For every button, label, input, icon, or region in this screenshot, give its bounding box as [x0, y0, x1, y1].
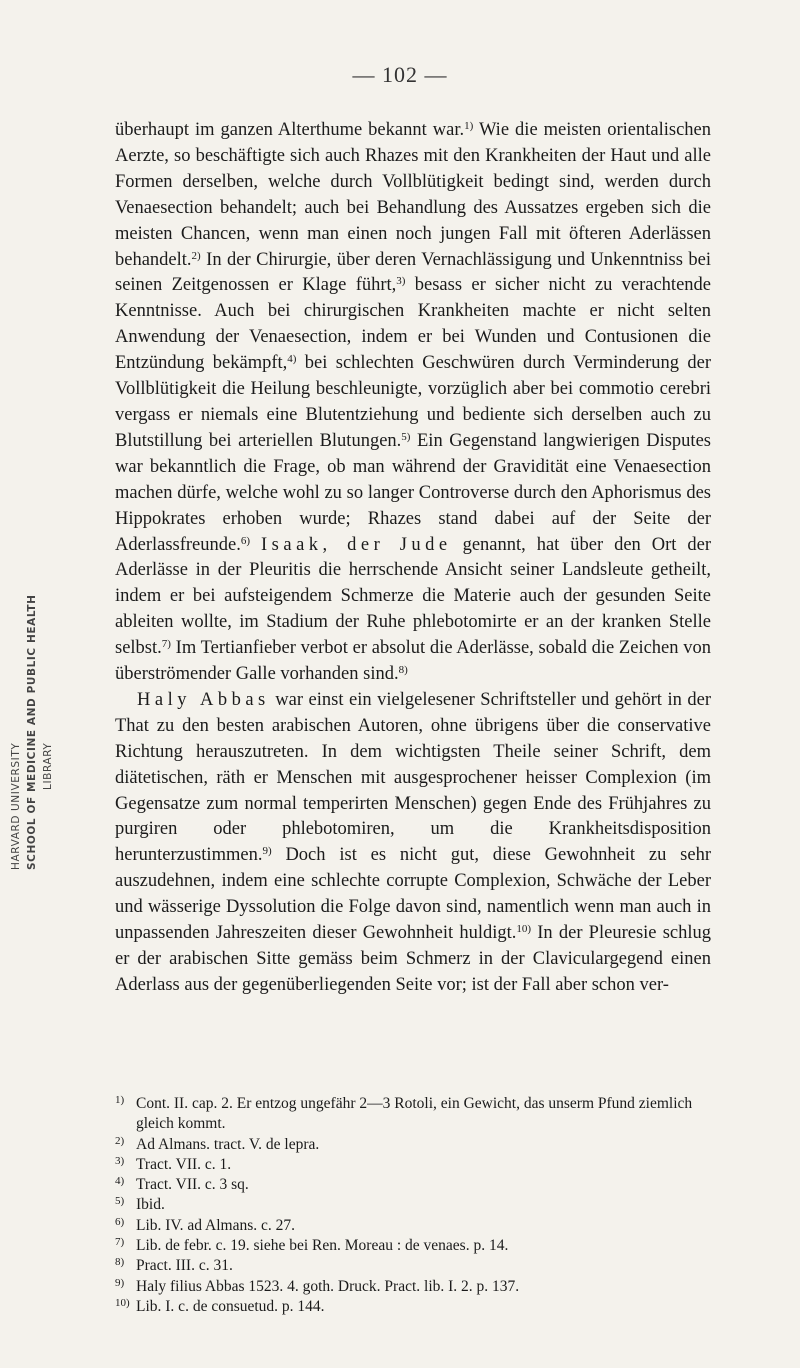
footnote	[115, 1094, 711, 1135]
text-run: Doch ist es nicht gut, diese Gewohnheit zu sehr auszudehnen, indem eine schlechte corrupte Complexion, Schwäche der Leber und wässerige Dyssolution die Folge davon sind, namentlich wenn man auch in unpassenden Jahreszeiten dieser Gewohnheit huldigt.	[115, 845, 711, 944]
text-run: genannt, hat über den Ort der Aderlässe in der Pleuritis die herrschende Ansicht seiner Landsleute getheilt, indem er bei aufsteigendem Schmerze die Materie auch der gesunden Seite ableiten wollte, im Stadium der Ruhe phlebotomirte er an der kranken Stelle selbst.	[115, 534, 712, 659]
footnote	[115, 1236, 711, 1256]
footnote-ref: 3)	[396, 275, 406, 288]
footnote-ref: 2)	[191, 249, 201, 262]
footnote	[115, 1216, 711, 1236]
footnote-ref: 8)	[398, 664, 408, 677]
footnote	[115, 1277, 711, 1297]
text-run: bei schlechten Geschwüren durch Verminderung der Vollblütigkeit die Heilung beschleunigte, vorzüglich aber bei commotio cerebri vergass er niemals eine Blutentziehung und bediente sich derselben auch zu Blutstillung bei arteriellen Blutungen.	[115, 353, 712, 451]
text-run: besass er sicher nicht zu verachtende Kenntnisse. Auch bei chirurgischen Krankheiten machte er nicht selten Anwendung der Venaesection, indem er bei Wunden und Contusionen die Entzündung bekämpft,	[115, 275, 711, 374]
library-stamp-line: HARVARD UNIVERSITY	[10, 742, 22, 870]
footnote-ref: 6)	[240, 534, 251, 547]
footnote-text: Lib. IV. ad Almans. c. 27.	[136, 1216, 296, 1234]
text-run: überhaupt im ganzen Alterthume bekannt war.	[115, 120, 465, 140]
footnote-mark: 10)	[115, 1296, 130, 1309]
footnote-text: Tract. VII. c. 3 sq.	[136, 1176, 249, 1194]
footnote-text: Ad Almans. tract. V. de lepra.	[136, 1135, 320, 1153]
footnote	[115, 1135, 711, 1155]
footnote-ref: 5)	[401, 430, 411, 443]
footnote-text: Tract. VII. c. 1.	[136, 1155, 232, 1173]
body-text	[115, 118, 711, 999]
footnote-text: Pract. III. c. 31.	[136, 1257, 233, 1275]
paragraph	[115, 688, 711, 999]
footnote-ref: 10)	[516, 923, 532, 936]
footnote-mark: 8)	[115, 1256, 125, 1269]
footnote-mark: 2)	[115, 1134, 125, 1147]
footnote-mark: 9)	[115, 1276, 125, 1289]
footnote-mark: 6)	[115, 1215, 125, 1228]
footnote	[115, 1297, 711, 1317]
person-name: Haly Abbas	[137, 689, 270, 710]
footnote-mark: 4)	[115, 1175, 125, 1188]
text-run: In der Pleuresie schlug er der arabischen Sitte gemäss beim Schmerz in der Claviculargegend einen Aderlass aus der gegenüberliegenden Seite vor; ist der Fall aber schon ver-	[115, 923, 711, 995]
library-stamp	[8, 580, 60, 880]
footnote	[115, 1175, 711, 1195]
paragraph	[115, 118, 711, 688]
library-stamp-line: LIBRARY	[42, 742, 54, 790]
footnote-mark: 5)	[115, 1195, 125, 1208]
footnote	[115, 1256, 711, 1276]
footnote-text: Haly filius Abbas 1523. 4. goth. Druck. Pract. lib. I. 2. p. 137.	[136, 1277, 520, 1295]
footnote-ref: 1)	[464, 120, 474, 132]
footnote-text: Ibid.	[136, 1196, 165, 1214]
footnote-mark: 3)	[115, 1154, 125, 1167]
text-run: Im Tertianfieber verbot er absolut die Aderlässe, sobald die Zeichen von überströmender Galle vorhanden sind.	[115, 638, 711, 685]
text-run: war einst ein vielgelesener Schriftsteller und gehört in der That zu den besten arabischen Autoren, ohne übrigens über die conservative Richtung herauszutreten. In dem wichtigsten Theile seiner Schrift, dem diätetischen, räth er Menschen mit ausgesprochener heisser Complexion (im Gegensatze zum normal temperirten Menschen) gegen Ende des Frühjahres zu purgiren oder phlebotomiren, um die Krankheitsdisposition herunterzustimmen.	[115, 689, 711, 866]
footnote-ref: 7)	[161, 638, 171, 651]
footnote-mark: 7)	[115, 1236, 125, 1249]
footnote	[115, 1155, 711, 1175]
person-name: Isaak, der Jude	[261, 534, 452, 555]
text-run: In der Chirurgie, über deren Vernachlässigung und Unkenntniss bei seinen Zeitgenossen er Klage führt,	[115, 249, 711, 296]
footnotes	[115, 1094, 711, 1317]
footnote-ref: 4)	[287, 353, 297, 366]
text-run: Wie die meisten orientalischen Aerzte, so beschäftigte sich auch Rhazes mit den Krankheiten der Haut und alle Formen derselben, welche durch Vollblütigkeit bedingt sind, werden durch Venaesection behandelt; auch bei Behandlung des Aussatzes ergeben sich die meisten Chancen, wenn man einen noch jungen Fall mit öfteren Aderlässen behandelt.	[115, 120, 711, 270]
page-number: — 102 —	[352, 62, 448, 87]
footnote-mark: 1)	[115, 1094, 125, 1106]
footnote-text: Lib. de febr. c. 19. siehe bei Ren. Moreau : de venaes. p. 14.	[136, 1237, 509, 1255]
footnote-text: Lib. I. c. de consuetud. p. 144.	[136, 1297, 325, 1315]
text-run: Ein Gegenstand langwierigen Disputes war bekanntlich die Frage, ob man während der Gravidität eine Venaesection machen dürfe, welche wohl zu so langer Controverse durch den Aphorismus des Hippokrates erhoben wurde; Rhazes stand dabei auf der Seite der Aderlassfreunde.	[115, 430, 711, 555]
footnote-text: Cont. II. cap. 2. Er entzog ungefähr 2—3 Rotoli, ein Gewicht, das unserm Pfund ziemlich gleich kommt.	[136, 1095, 693, 1133]
footnote	[115, 1195, 711, 1215]
library-stamp-line: SCHOOL OF MEDICINE AND PUBLIC HEALTH	[26, 594, 38, 870]
footnote-ref: 9)	[262, 845, 272, 858]
